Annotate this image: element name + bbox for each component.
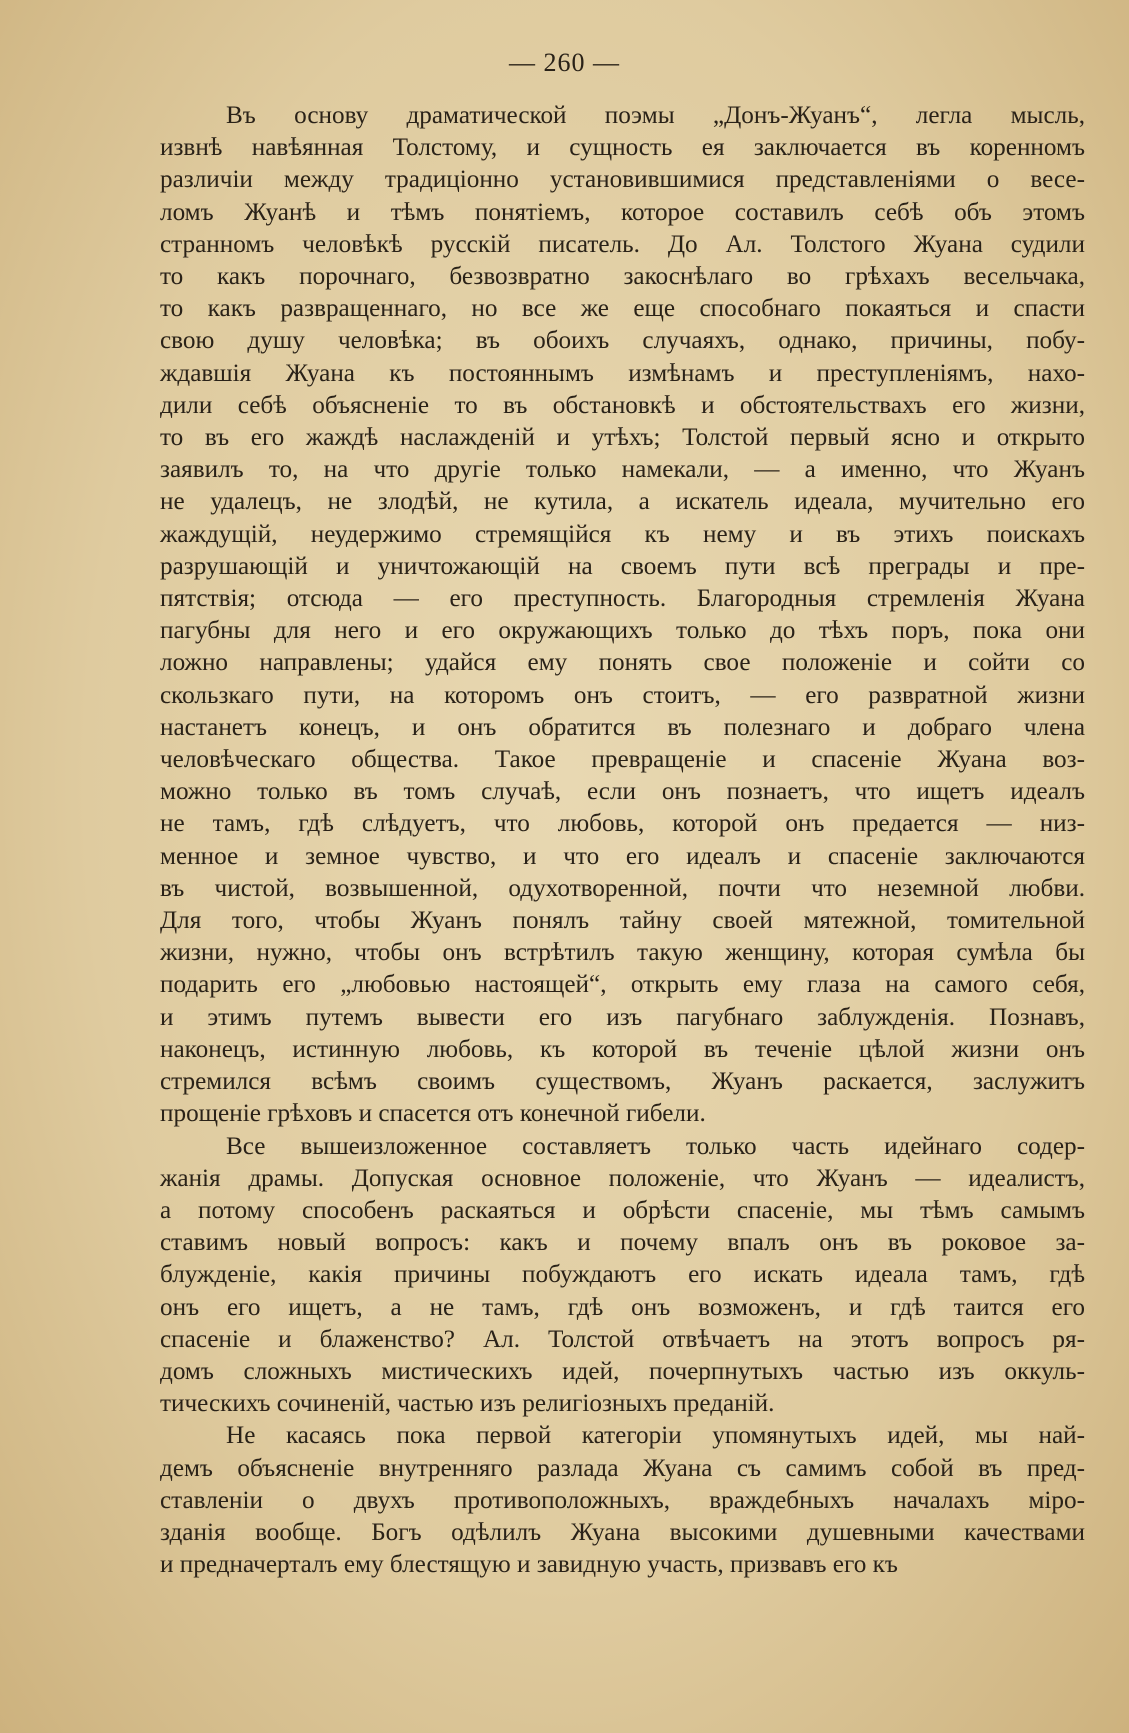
text-line: пятствія; отсюда — его преступность. Благородныя стремленія Жуана: [160, 585, 1085, 613]
text-line: разрушающій и уничтожающій на своемъ пути всѣ преграды и пре-: [160, 552, 1085, 580]
text-line: то какъ порочнаго, безвозвратно закоснѣлаго во грѣхахъ весельчака,: [160, 263, 1085, 291]
text-line: свою душу человѣка; въ обоихъ случаяхъ, однако, причины, побу-: [160, 327, 1085, 355]
text-line: можно только въ томъ случаѣ, если онъ познаетъ, что ищетъ идеалъ: [160, 778, 1085, 806]
text-line: жанія драмы. Допуская основное положеніе, что Жуанъ — идеалистъ,: [160, 1164, 1085, 1192]
text-line: то какъ развращеннаго, но все же еще способнаго покаяться и спасти: [160, 295, 1085, 323]
text-line: заявилъ то, на что другіе только намекали, — а именно, что Жуанъ: [160, 456, 1085, 484]
text-line: жаждущій, неудержимо стремящійся къ нему и въ этихъ поискахъ: [160, 520, 1085, 548]
text-line: стремился всѣмъ своимъ существомъ, Жуанъ раскается, заслужитъ: [160, 1068, 1085, 1096]
text-line: Для того, чтобы Жуанъ понялъ тайну своей мятежной, томительной: [160, 907, 1085, 935]
text-line: и предначерталъ ему блестящую и завидную участь, призвавъ его къ: [160, 1551, 898, 1579]
text-line: скользкаго пути, на которомъ онъ стоитъ, — его развратной жизни: [160, 681, 1085, 709]
text-line: извнѣ навѣянная Толстому, и сущность ея заключается въ коренномъ: [160, 134, 1085, 162]
page-number: — 260 —: [509, 48, 620, 77]
text-line: въ чистой, возвышенной, одухотворенной, почти что неземной любви.: [160, 874, 1085, 902]
text-line: странномъ человѣкѣ русскій писатель. До Ал. Толстого Жуана судили: [160, 230, 1085, 258]
text-line: ставленіи о двухъ противоположныхъ, враждебныхъ началахъ міро-: [160, 1486, 1085, 1514]
text-line: различіи между традиціонно установившимися представленіями о весе-: [160, 166, 1085, 194]
text-line: блужденіе, какія причины побуждаютъ его искать идеала тамъ, гдѣ: [160, 1261, 1085, 1289]
text-line: пагубны для него и его окружающихъ только до тѣхъ поръ, пока они: [160, 617, 1085, 645]
text-line: ждавшія Жуана къ постояннымъ измѣнамъ и преступленіямъ, нахо-: [160, 359, 1085, 387]
text-line: Не касаясь пока первой категоріи упомянутыхъ идей, мы най-: [226, 1422, 1085, 1450]
text-line: подарить его „любовью настоящей“, открыть ему глаза на самого себя,: [160, 971, 1085, 999]
body-text: [160, 100, 1085, 1581]
text-line: менное и земное чувство, и что его идеалъ и спасеніе заключаются: [160, 842, 1085, 870]
text-line: Все вышеизложенное составляетъ только часть идейнаго содер-: [226, 1132, 1085, 1160]
text-line: демъ объясненіе внутренняго разлада Жуана съ самимъ собой въ пред-: [160, 1454, 1085, 1482]
text-line: настанетъ конецъ, и онъ обратится въ полезнаго и добраго члена: [160, 713, 1085, 741]
text-line: домъ сложныхъ мистическихъ идей, почерпнутыхъ частью изъ оккуль-: [160, 1357, 1085, 1385]
text-line: ложно направлены; удайся ему понять свое положеніе и сойти со: [160, 649, 1085, 677]
text-line: ломъ Жуанѣ и тѣмъ понятіемъ, которое составилъ себѣ объ этомъ: [160, 198, 1085, 226]
text-line: наконецъ, истинную любовь, къ которой въ теченіе цѣлой жизни онъ: [160, 1035, 1085, 1063]
text-line: спасеніе и блаженство? Ал. Толстой отвѣчаетъ на этотъ вопросъ ря-: [160, 1325, 1085, 1353]
text-line: не тамъ, гдѣ слѣдуетъ, что любовь, которой онъ предается — низ-: [160, 810, 1085, 838]
text-line: тическихъ сочиненій, частью изъ религіозныхъ преданій.: [160, 1390, 775, 1418]
text-line: и этимъ путемъ вывести его изъ пагубнаго заблужденія. Познавъ,: [160, 1003, 1085, 1031]
text-line: прощеніе грѣховъ и спасется отъ конечной гибели.: [160, 1100, 706, 1128]
text-line: жизни, нужно, чтобы онъ встрѣтилъ такую женщину, которая сумѣла бы: [160, 939, 1085, 967]
text-line: дили себѣ объясненіе то въ обстановкѣ и обстоятельствахъ его жизни,: [160, 391, 1085, 419]
text-line: онъ его ищетъ, а не тамъ, гдѣ онъ возможенъ, и гдѣ таится его: [160, 1293, 1085, 1321]
text-line: а потому способенъ раскаяться и обрѣсти спасеніе, мы тѣмъ самымъ: [160, 1196, 1085, 1224]
text-line: человѣческаго общества. Такое превращеніе и спасеніе Жуана воз-: [160, 746, 1085, 774]
text-line: ставимъ новый вопросъ: какъ и почему впалъ онъ въ роковое за-: [160, 1229, 1085, 1257]
text-line: то въ его жаждѣ наслажденій и утѣхъ; Толстой первый ясно и открыто: [160, 424, 1085, 452]
text-line: не удалецъ, не злодѣй, не кутила, а искатель идеала, мучительно его: [160, 488, 1085, 516]
text-line: Въ основу драматической поэмы „Донъ-Жуанъ“, легла мысль,: [226, 102, 1085, 129]
text-line: зданія вообще. Богъ одѣлилъ Жуана высокими душевными качествами: [160, 1518, 1085, 1546]
